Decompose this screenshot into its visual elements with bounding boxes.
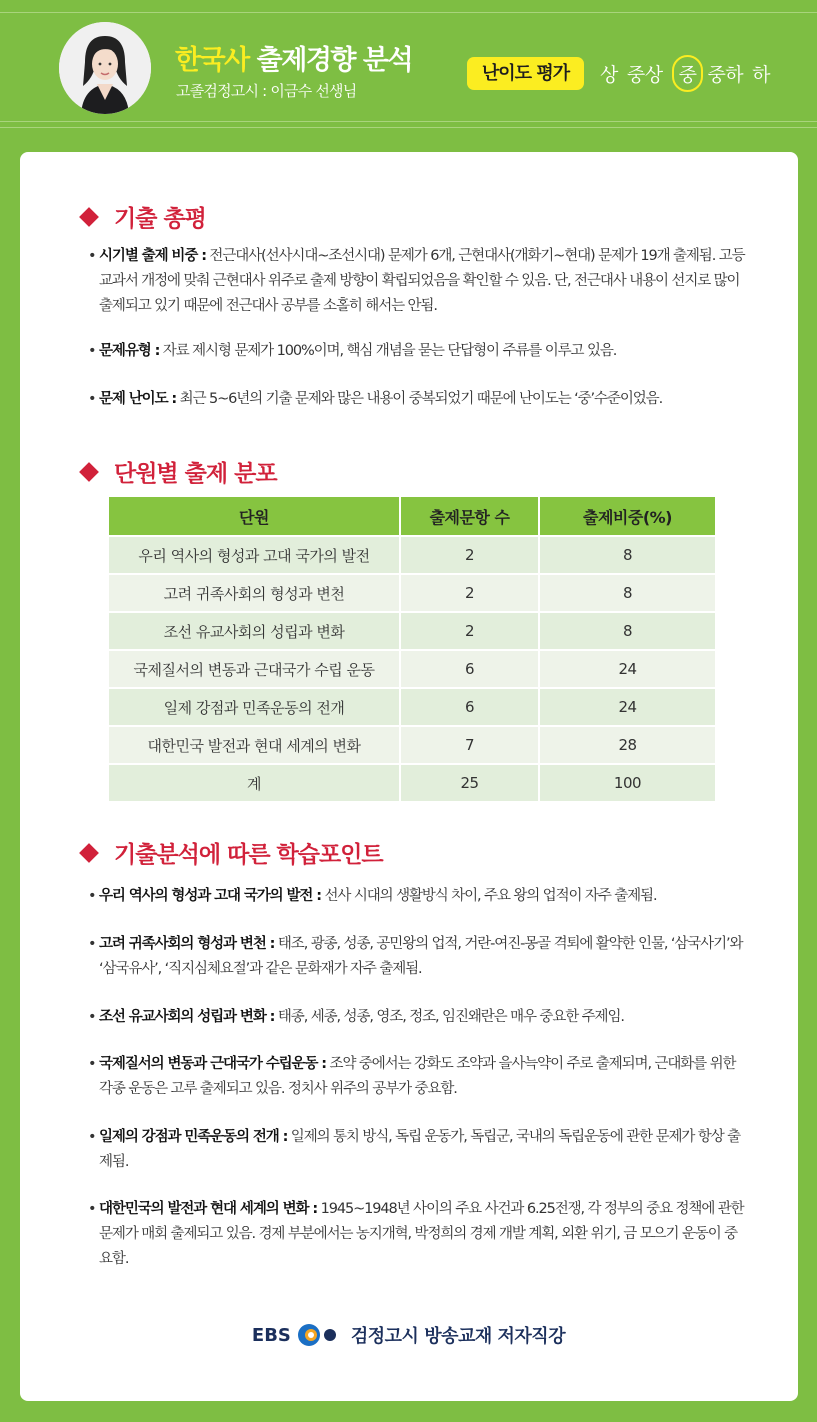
overview-heading-text: 기출 총평 — [114, 206, 206, 232]
item-label: 일제의 강점과 민족운동의 전개 : — [99, 1129, 288, 1145]
item-label: 대한민국의 발전과 현대 세계의 변화 : — [99, 1201, 318, 1217]
cell-ratio: 8 — [538, 573, 715, 611]
item-text: 조약 중에서는 강화도 조약과 을사늑약이 주로 출제되며, 근대화를 위한 각종 운동은 고루 출제되고 있음. 정치사 위주의 공부가 중요함. — [99, 1056, 736, 1097]
bullet-icon: • — [88, 936, 96, 952]
cell-ratio: 28 — [538, 725, 715, 763]
item-text: 자료 제시형 문제가 100%이며, 핵심 개념을 묻는 단답형이 주류를 이루고 있음. — [162, 343, 617, 359]
ebs-logo-text: EBS — [251, 1324, 291, 1346]
distribution-heading — [80, 455, 277, 488]
cell-unit: 계 — [109, 763, 399, 801]
bullet-icon: • — [88, 888, 96, 904]
diamond-bullet-icon — [79, 843, 99, 863]
cell-ratio: 8 — [538, 535, 715, 573]
cell-unit: 일제 강점과 민족운동의 전개 — [109, 687, 399, 725]
table-row — [109, 649, 715, 687]
footer — [0, 1320, 817, 1350]
cell-ratio: 24 — [538, 687, 715, 725]
point-item — [88, 884, 748, 909]
overview-item — [88, 387, 748, 412]
bullet-icon: • — [88, 1056, 96, 1072]
item-text: 1945~1948년 사이의 주요 사건과 6.25전쟁, 각 정부의 중요 정책에 관한 문제가 매회 출제되고 있음. 경제 부분에서는 농지개혁, 박정희의 경제 개발 계획, 외환 위기, 금 모으기 운동이 중요함. — [99, 1201, 744, 1267]
level-mid-high: 중상 — [626, 64, 663, 86]
bullet-icon: • — [88, 1201, 96, 1217]
level-high: 상 — [600, 64, 618, 86]
point-item — [88, 1005, 748, 1030]
item-text: 최근 5~6년의 기출 문제와 많은 내용이 중복되었기 때문에 난이도는 ‘중’수준이었음. — [179, 391, 663, 407]
column-header-unit: 단원 — [109, 497, 399, 535]
level-low: 하 — [752, 64, 771, 86]
cell-ratio: 8 — [538, 611, 715, 649]
point-item — [88, 932, 748, 982]
overview-item — [88, 339, 748, 364]
subtitle: 고졸검정고시 : 이금수 선생님 — [176, 82, 357, 100]
level-mid-selected: 중 — [672, 55, 704, 92]
cell-unit: 대한민국 발전과 현대 세계의 변화 — [109, 725, 399, 763]
cell-unit: 우리 역사의 형성과 고대 국가의 발전 — [109, 535, 399, 573]
distribution-heading-text: 단원별 출제 분포 — [114, 461, 277, 487]
item-text: 태조, 광종, 성종, 공민왕의 업적, 거란-여진-몽골 격퇴에 활약한 인물, ‘삼국사기’와 ‘삼국유사’, ‘직지심체요절’과 같은 문화재가 자주 출제됨. — [99, 936, 743, 977]
point-item — [88, 1197, 748, 1272]
title-subject: 한국사 — [175, 45, 249, 76]
points-heading — [80, 836, 383, 869]
item-label: 문제 난이도 : — [99, 391, 177, 407]
distribution-table — [109, 497, 715, 801]
bullet-icon: • — [88, 1129, 96, 1145]
page-title — [175, 38, 412, 77]
cell-count: 6 — [399, 649, 538, 687]
points-heading-text: 기출분석에 따른 학습포인트 — [114, 842, 383, 868]
level-mid-low: 중하 — [707, 64, 744, 86]
cell-count: 2 — [399, 611, 538, 649]
item-text: 전근대사(선사시대~조선시대) 문제가 6개, 근현대사(개화기~현대) 문제가 19개 출제됨. 고등 교과서 개정에 맞춰 근현대사 위주로 출제 방향이 확립되었음을 확인할 수 있음. 단, 전근대사 내용이 선지로 많이 출제되고 있기 때문에 전근대사 공부를 소홀히 해서는 안됨. — [99, 248, 745, 314]
difficulty-badge: 난이도 평가 — [467, 57, 584, 90]
table-row — [109, 535, 715, 573]
cell-unit: 고려 귀족사회의 형성과 변천 — [109, 573, 399, 611]
cell-count: 2 — [399, 573, 538, 611]
cell-count: 7 — [399, 725, 538, 763]
column-header-count: 출제문항 수 — [399, 497, 538, 535]
table-row — [109, 725, 715, 763]
item-text: 태종, 세종, 성종, 영조, 정조, 임진왜란은 매우 중요한 주제임. — [277, 1009, 624, 1025]
cell-count: 25 — [399, 763, 538, 801]
diamond-bullet-icon — [79, 207, 99, 227]
cell-count: 2 — [399, 535, 538, 573]
bullet-icon: • — [88, 391, 96, 407]
item-label: 국제질서의 변동과 근대국가 수립운동 : — [99, 1056, 327, 1072]
item-label: 고려 귀족사회의 형성과 변천 : — [99, 936, 275, 952]
item-label: 문제유형 : — [99, 343, 160, 359]
cell-count: 6 — [399, 687, 538, 725]
title-rest: 출제경향 분석 — [256, 45, 413, 76]
column-header-ratio: 출제비중(%) — [538, 497, 715, 535]
ebs-logo-icon — [297, 1323, 341, 1347]
point-item — [88, 1125, 748, 1175]
table-row — [109, 687, 715, 725]
item-text: 선사 시대의 생활방식 차이, 주요 왕의 업적이 자주 출제됨. — [324, 888, 657, 904]
table-row-total — [109, 763, 715, 801]
cell-unit: 국제질서의 변동과 근대국가 수립 운동 — [109, 649, 399, 687]
overview-item — [88, 244, 748, 319]
overview-heading — [80, 200, 206, 233]
item-text: 일제의 통치 방식, 독립 운동가, 독립군, 국내의 독립운동에 관한 문제가 항상 출제됨. — [99, 1129, 741, 1170]
bullet-icon: • — [88, 343, 96, 359]
teacher-avatar — [59, 22, 151, 114]
item-label: 조선 유교사회의 성립과 변화 : — [99, 1009, 275, 1025]
diamond-bullet-icon — [79, 462, 99, 482]
cell-ratio: 24 — [538, 649, 715, 687]
point-item — [88, 1052, 748, 1102]
table-row — [109, 573, 715, 611]
table-row — [109, 611, 715, 649]
cell-unit: 조선 유교사회의 성립과 변화 — [109, 611, 399, 649]
bullet-icon: • — [88, 1009, 96, 1025]
bullet-icon: • — [88, 248, 96, 264]
footer-text: 검정고시 방송교재 저자직강 — [350, 1326, 566, 1347]
difficulty-levels — [600, 57, 779, 90]
item-label: 시기별 출제 비중 : — [99, 248, 206, 264]
cell-ratio: 100 — [538, 763, 715, 801]
item-label: 우리 역사의 형성과 고대 국가의 발전 : — [99, 888, 321, 904]
